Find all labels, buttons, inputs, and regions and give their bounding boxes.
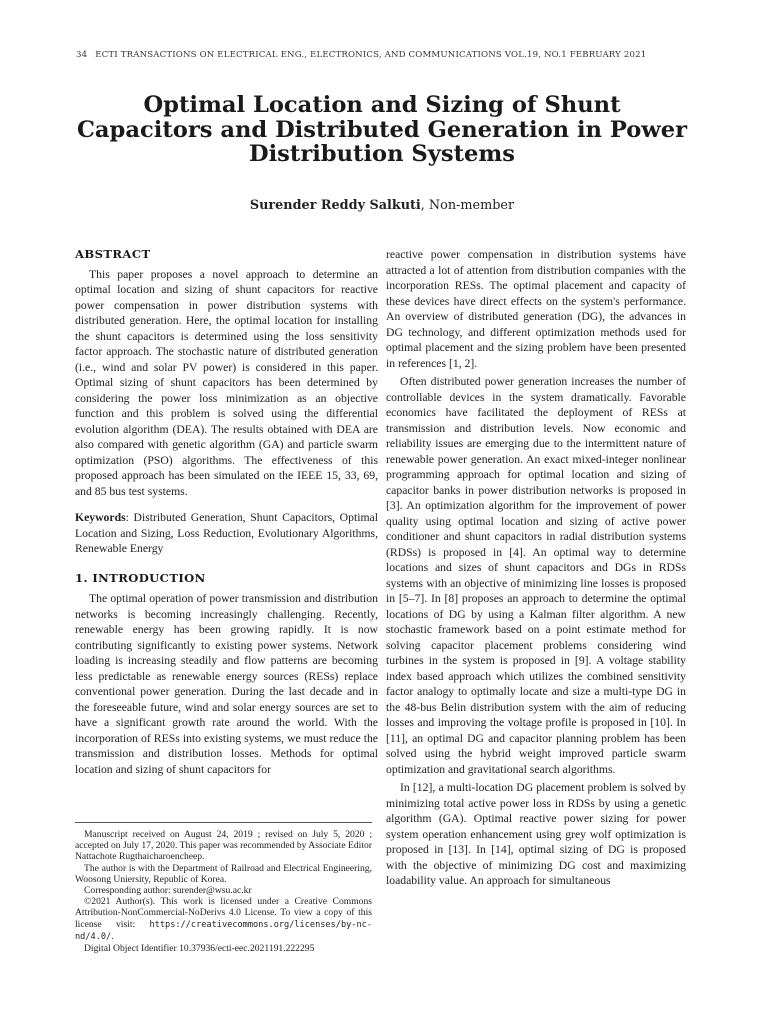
running-header (76, 50, 688, 60)
footnote-corresponding: Corresponding author: surender@wsu.ac.kr (84, 885, 252, 897)
license-link[interactable]: https://creativecommons.org/licenses/by-nc-nd/4.0/ (75, 919, 372, 942)
journal-header: ECTI TRANSACTIONS ON ELECTRICAL ENG., ELECTRONICS, AND COMMUNICATIONS VOL.19, NO.1 FEBRUARY 2021 (95, 50, 647, 60)
introduction-heading: 1. INTRODUCTION (75, 570, 206, 585)
intro-paragraph-3: In [12], a multi-location DG placement problem is solved by minimizing total active power loss in RDSs by using a genetic algorithm (GA). Optimal reactive power sizing for power system operation enhancement using grey wolf optimization is proposed in [13]. In [14], optimal sizing of DG is proposed with the objective of minimizing DG cost and maximizing loadability value. An approach for simultaneous (386, 781, 686, 887)
abstract-text: This paper proposes a novel approach to determine an optimal location and sizing of shunt capacitors for reactive power compensation in power distribution systems with distributed generation. Here, the optimal location for installing the shunt capacitors is determined using the loss sensitivity factor approach. The stochastic nature of distributed generation (i.e., wind and solar PV power) is considered in this paper. Optimal sizing of shunt capacitors has been determined by considering the power loss minimization as an objective function and this problem is solved using the differential evolution algorithm (DEA). The results obtained with DEA are also compared with genetic algorithm (GA) and particle swarm optimization (PSO) algorithms. The effectiveness of this proposed approach has been simulated on the IEEE 15, 33, 69, and 85 bus test systems. (75, 267, 378, 498)
author-name: Surender Reddy Salkuti (249, 198, 421, 213)
keywords-label: Keywords (75, 511, 126, 524)
right-column (386, 247, 686, 957)
license-end: . (111, 930, 114, 942)
author-line (76, 198, 688, 213)
left-column (75, 247, 378, 821)
footnote-manuscript: Manuscript received on August 24, 2019 ; revised on July 5, 2020 ; accepted on July 17, 2020. This paper was recommended by Associate Editor Nattachote Rugthaicharoencheep. (75, 829, 372, 863)
footnotes (75, 822, 372, 954)
keywords-text: : Distributed Generation, Shunt Capacitors, Optimal Location and Sizing, Loss Reduction, Evolutionary Algorithms, Renewable Energy (75, 511, 378, 555)
intro-paragraph-1-continued: reactive power compensation in distribution systems have attracted a lot of attention from distribution companies with the incorporation RESs. The optimal placement and capacity of these devices have direct effects on the system's performance. An overview of distributed generation (DG), the advances in DG technology, and different optimization methods used for optimal placement and the sizing problem have been presented in references [1, 2]. (386, 248, 686, 370)
intro-paragraph-2: Often distributed power generation increases the number of controllable devices in the system dramatically. Favorable economics have facilitated the deployment of RESs at transmission and distribution levels. Now economic and reliability issues are emerging due to the intermittent nature of renewable power generation. An exact mixed-integer nonlinear programming approach for optimal location and sizing of capacitor banks in power distribution networks is proposed in [3]. An optimization algorithm for the improvement of power quality using optimal location and sizing of active power conditioner and shunt capacitors in radial distribution systems (RDSs) is proposed in [4]. An optimal way to determine locations and sizes of shunt capacitors and DGs in RDSs systems with an objective of minimizing line losses is proposed in [5–7]. In [8] proposes an approach to determine the optimal locations of DG by using a Kalman filter algorithm. A new stochastic framework based on a point estimate method for solving capacitor placement problems considering wind turbines in the system is proposed in [9]. A voltage stability index based approach which utilizes the combined sensitivity factor analogy to optimally locate and size a multi-type DG in the 48-bus Belin distribution system with the aim of reducing losses and improving the voltage profile is proposed in [10]. In [11], an optimal DG and capacitor planning problem has been solved using the hybrid weight improved particle swarm optimization and gravitational search algorithms. (386, 375, 686, 776)
author-membership: , Non-member (420, 198, 515, 213)
paper-title: Optimal Location and Sizing of Shunt Capacitors and Distributed Generation in Power Distribution Systems (76, 92, 688, 167)
footnote-doi: Digital Object Identifier 10.37936/ecti-eec.2021191.222295 (84, 943, 315, 955)
intro-paragraph-1: The optimal operation of power transmission and distribution networks is becoming increasingly challenging. Recently, renewable energy has been growing rapidly. It is now contributing significantly to existing power systems. Network loading is increasing steadily and flow patterns are becoming less predictable as renewable energy sources (RESs) replace conventional power generation. During the last decade and in the foreseeable future, wind and solar energy sources are set to have a significant growth rate around the world. With the incorporation of RESs into existing systems, we must reduce the transmission and distribution losses. Methods for optimal location and sizing of shunt capacitors for (75, 592, 378, 776)
license-text: ©2021 Author(s). This work is licensed under a Creative Commons Attribution-NonCommercial-NoDerivs 4.0 License. To view a copy of this license visit: (75, 896, 372, 930)
abstract-heading: ABSTRACT (75, 247, 151, 261)
keywords (75, 510, 378, 557)
page-number: 34 (76, 50, 88, 60)
footnote-affiliation: The author is with the Department of Railroad and Electrical Engineering, Woosong Uniersity, Republic of Korea. (75, 862, 372, 885)
footnote-license (75, 896, 372, 943)
